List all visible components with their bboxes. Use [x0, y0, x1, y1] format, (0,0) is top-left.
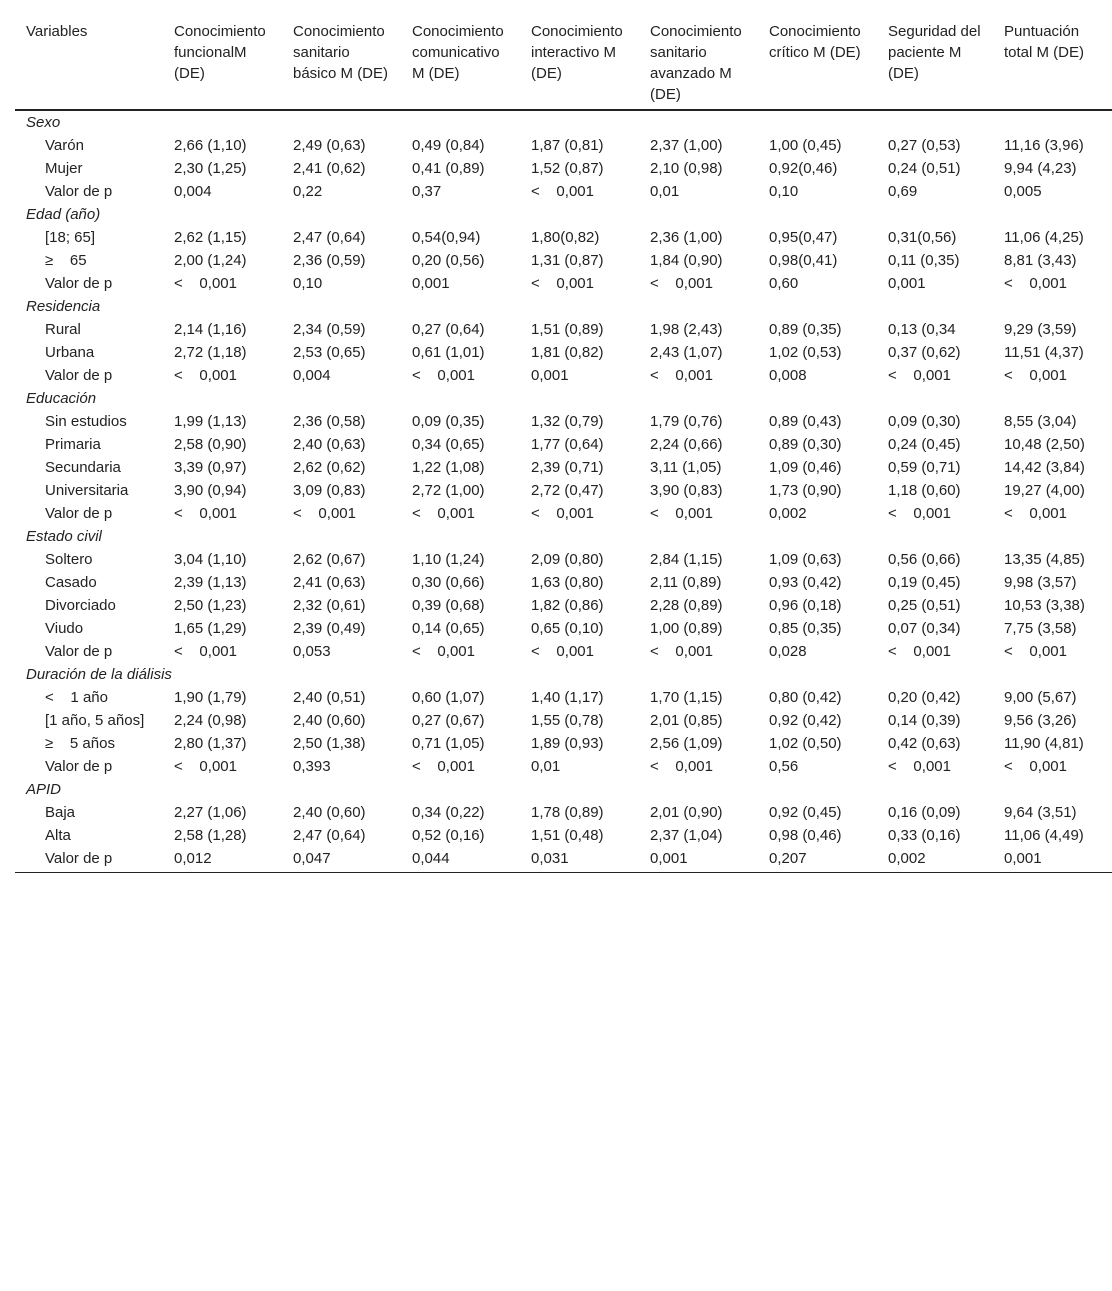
table-cell: 0,34 (0,65) [412, 436, 485, 453]
table-cell: 2,27 (1,06) [174, 804, 247, 821]
table-cell: 0,053 [293, 643, 331, 660]
table-cell: 2,39 (0,71) [531, 459, 604, 476]
table-cell: 1,63 (0,80) [531, 574, 604, 591]
table-cell: 0,16 (0,09) [888, 804, 961, 821]
table-cell: 1,90 (1,79) [174, 689, 247, 706]
table-row [15, 318, 1112, 341]
table-cell: 0,98(0,41) [769, 252, 838, 269]
table-cell: 2,41 (0,62) [293, 160, 366, 177]
table-cell: 0,09 (0,35) [412, 413, 485, 430]
section-row [15, 387, 1112, 410]
table-cell: 2,36 (0,58) [293, 413, 366, 430]
row-label: Viudo [45, 620, 84, 637]
table-row [15, 272, 1112, 295]
row-label: Urbana [45, 344, 95, 361]
table-cell: 1,22 (1,08) [412, 459, 485, 476]
table-cell: 0,19 (0,45) [888, 574, 961, 591]
table-cell: 0,34 (0,22) [412, 804, 485, 821]
row-label: [1 año, 5 años] [45, 712, 145, 729]
table-cell: 0,004 [293, 367, 331, 384]
table-cell: 2,62 (1,15) [174, 229, 247, 246]
table-cell: 0,001 [888, 275, 926, 292]
table-cell: < 0,001 [412, 367, 475, 384]
table-cell: 2,40 (0,60) [293, 712, 366, 729]
table-cell: 2,80 (1,37) [174, 735, 247, 752]
table-cell: 0,001 [640, 847, 759, 873]
table-cell: 2,56 (1,09) [650, 735, 723, 752]
table-cell: < 0,001 [174, 758, 237, 775]
table-cell: 2,72 (1,18) [174, 344, 247, 361]
table-cell: 9,29 (3,59) [1004, 321, 1077, 338]
table-row [15, 410, 1112, 433]
table-cell: < 0,001 [888, 505, 951, 522]
table-cell: 0,92 (0,42) [769, 712, 842, 729]
row-label: ≥ 65 [45, 252, 87, 269]
table-cell: 0,60 [769, 275, 799, 292]
row-label: Soltero [45, 551, 93, 568]
row-label: Valor de p [45, 367, 113, 384]
table-cell: 1,00 (0,45) [769, 137, 842, 154]
header-patient-safety: Seguridad del paciente M (DE) [878, 0, 994, 110]
table-cell: 1,51 (0,89) [531, 321, 604, 338]
table-header [15, 0, 1112, 110]
section-row [15, 663, 1112, 686]
table-cell: 0,27 (0,53) [888, 137, 961, 154]
section-row [15, 203, 1112, 226]
section-title: Edad (año) [26, 206, 101, 223]
table-cell: 2,09 (0,80) [531, 551, 604, 568]
section-row [15, 110, 1112, 134]
table-cell: 19,27 (4,00) [1004, 482, 1085, 499]
table-cell: < 0,001 [650, 505, 713, 522]
table-row [15, 709, 1112, 732]
table-cell: 2,62 (0,62) [293, 459, 366, 476]
row-label: Universitaria [45, 482, 129, 499]
header-functional: Conocimiento funcionalM (DE) [164, 0, 283, 110]
table-cell: < 0,001 [531, 643, 594, 660]
table-cell: 0,10 [293, 275, 323, 292]
table-row [15, 502, 1112, 525]
table-cell: 9,94 (4,23) [1004, 160, 1077, 177]
table-cell: 0,24 (0,51) [888, 160, 961, 177]
table-cell: 0,07 (0,34) [888, 620, 961, 637]
table-cell: 0,012 [164, 847, 283, 873]
table-row [15, 548, 1112, 571]
table-cell: 1,87 (0,81) [531, 137, 604, 154]
table-cell: < 0,001 [1004, 758, 1067, 775]
row-label: Valor de p [45, 275, 113, 292]
row-label: Alta [45, 827, 71, 844]
table-cell: 1,82 (0,86) [531, 597, 604, 614]
row-label: Mujer [45, 160, 83, 177]
table-cell: 3,90 (0,83) [650, 482, 723, 499]
table-cell: 0,22 [293, 183, 323, 200]
table-cell: < 0,001 [1004, 367, 1067, 384]
table-row [15, 157, 1112, 180]
table-row [15, 847, 1112, 873]
table-cell: < 0,001 [531, 183, 594, 200]
table-cell: 1,00 (0,89) [650, 620, 723, 637]
table-cell: 0,004 [174, 183, 212, 200]
header-basic-health: Conocimiento sanitario básico M (DE) [283, 0, 402, 110]
table-cell: 1,81 (0,82) [531, 344, 604, 361]
section-title: Sexo [26, 114, 61, 131]
table-cell: 0,39 (0,68) [412, 597, 485, 614]
table-cell: 2,72 (0,47) [531, 482, 604, 499]
table-cell: 3,39 (0,97) [174, 459, 247, 476]
table-cell: < 0,001 [293, 505, 356, 522]
table-cell: 1,99 (1,13) [174, 413, 247, 430]
table-cell: 0,89 (0,43) [769, 413, 842, 430]
row-label: < 1 año [45, 689, 108, 706]
table-cell: 1,79 (0,76) [650, 413, 723, 430]
table-cell: 2,34 (0,59) [293, 321, 366, 338]
table-cell: 0,96 (0,18) [769, 597, 842, 614]
table-cell: < 0,001 [531, 275, 594, 292]
section-row [15, 295, 1112, 318]
table-cell: 0,207 [759, 847, 878, 873]
table-cell: 2,01 (0,85) [650, 712, 723, 729]
table-cell: 1,52 (0,87) [531, 160, 604, 177]
row-label: Valor de p [45, 758, 113, 775]
table-cell: 1,84 (0,90) [650, 252, 723, 269]
table-cell: < 0,001 [1004, 505, 1067, 522]
table-row [15, 686, 1112, 709]
table-cell: 0,13 (0,34 [888, 321, 956, 338]
table-cell: 9,56 (3,26) [1004, 712, 1077, 729]
section-title: APID [26, 781, 62, 798]
table-cell: 0,002 [878, 847, 994, 873]
table-cell: < 0,001 [174, 275, 237, 292]
row-label: Casado [45, 574, 97, 591]
table-cell: 1,89 (0,93) [531, 735, 604, 752]
row-label: Valor de p [45, 505, 113, 522]
table-cell: 11,16 (3,96) [1004, 137, 1084, 154]
table-cell: < 0,001 [174, 505, 237, 522]
row-label: ≥ 5 años [45, 735, 115, 752]
table-cell: 0,60 (1,07) [412, 689, 485, 706]
row-label: Valor de p [45, 643, 113, 660]
table-cell: 0,80 (0,42) [769, 689, 842, 706]
table-cell: < 0,001 [650, 643, 713, 660]
table-cell: 0,41 (0,89) [412, 160, 485, 177]
table-cell: 1,77 (0,64) [531, 436, 604, 453]
table-cell: 2,40 (0,60) [293, 804, 366, 821]
table-cell: 0,33 (0,16) [888, 827, 961, 844]
header-variables: Variables [15, 0, 164, 110]
table-row [15, 226, 1112, 249]
table-cell: 0,001 [531, 367, 569, 384]
table-cell: 1,98 (2,43) [650, 321, 723, 338]
table-cell: 0,93 (0,42) [769, 574, 842, 591]
header-interactive: Conocimiento interactivo M (DE) [521, 0, 640, 110]
table-cell: 2,01 (0,90) [650, 804, 723, 821]
table-cell: 1,18 (0,60) [888, 482, 961, 499]
table-cell: 0,30 (0,66) [412, 574, 485, 591]
table-cell: 2,40 (0,51) [293, 689, 366, 706]
table-cell: 0,42 (0,63) [888, 735, 961, 752]
section-title: Educación [26, 390, 97, 407]
table-cell: 0,047 [283, 847, 402, 873]
header-total-score: Puntuación total M (DE) [994, 0, 1112, 110]
header-communicative: Conocimiento comunicativo M (DE) [402, 0, 521, 110]
table-cell: 1,65 (1,29) [174, 620, 247, 637]
table-cell: 2,14 (1,16) [174, 321, 247, 338]
table-cell: 2,11 (0,89) [650, 574, 722, 591]
table-row [15, 364, 1112, 387]
table-cell: 0,01 [650, 183, 680, 200]
table-cell: 2,58 (0,90) [174, 436, 247, 453]
row-label: Valor de p [45, 183, 113, 200]
table-cell: 3,11 (1,05) [650, 459, 722, 476]
table-cell: 1,78 (0,89) [531, 804, 604, 821]
table-cell: 0,69 [888, 183, 918, 200]
table-cell: 0,37 (0,62) [888, 344, 961, 361]
table-cell: 2,37 (1,00) [650, 137, 723, 154]
table-row [15, 456, 1112, 479]
table-cell: 0,59 (0,71) [888, 459, 961, 476]
table-cell: 0,61 (1,01) [412, 344, 485, 361]
table-cell: 1,02 (0,53) [769, 344, 842, 361]
table-cell: 0,005 [1004, 183, 1042, 200]
table-cell: 0,56 (0,66) [888, 551, 961, 568]
table-cell: 2,43 (1,07) [650, 344, 723, 361]
section-title: Duración de la diálisis [26, 666, 172, 683]
table-cell: 0,95(0,47) [769, 229, 838, 246]
header-critical: Conocimiento crítico M (DE) [759, 0, 878, 110]
table-cell: 8,55 (3,04) [1004, 413, 1077, 430]
table-cell: 0,27 (0,67) [412, 712, 485, 729]
table-cell: 0,11 (0,35) [888, 252, 960, 269]
table-row [15, 134, 1112, 157]
table-body [15, 110, 1112, 873]
table-cell: 2,10 (0,98) [650, 160, 723, 177]
table-cell: 1,70 (1,15) [650, 689, 723, 706]
table-cell: 14,42 (3,84) [1004, 459, 1085, 476]
section-row [15, 525, 1112, 548]
table-row [15, 180, 1112, 203]
header-row [15, 0, 1112, 110]
table-cell: 13,35 (4,85) [1004, 551, 1085, 568]
table-cell: 0,002 [769, 505, 807, 522]
table-cell: 2,66 (1,10) [174, 137, 247, 154]
table-row [15, 640, 1112, 663]
table-cell: 9,98 (3,57) [1004, 574, 1077, 591]
table-cell: 2,28 (0,89) [650, 597, 723, 614]
table-cell: 2,72 (1,00) [412, 482, 485, 499]
row-label: Sin estudios [45, 413, 127, 430]
table-cell: < 0,001 [650, 758, 713, 775]
table-cell: 2,84 (1,15) [650, 551, 723, 568]
table-cell: 0,71 (1,05) [412, 735, 485, 752]
table-cell: 1,09 (0,63) [769, 551, 842, 568]
table-cell: 2,24 (0,98) [174, 712, 247, 729]
table-cell: < 0,001 [650, 367, 713, 384]
header-advanced-health: Conocimiento sanitario avanzado M (DE) [640, 0, 759, 110]
table-cell: 0,028 [769, 643, 807, 660]
row-label: Primaria [45, 436, 101, 453]
table-cell: 1,55 (0,78) [531, 712, 604, 729]
table-cell: 2,40 (0,63) [293, 436, 366, 453]
table-cell: 10,48 (2,50) [1004, 436, 1085, 453]
row-label: Baja [45, 804, 76, 821]
table-cell: 3,09 (0,83) [293, 482, 366, 499]
table-cell: 1,51 (0,48) [531, 827, 604, 844]
table-cell: 1,40 (1,17) [531, 689, 604, 706]
table-cell: 9,00 (5,67) [1004, 689, 1077, 706]
table-cell: < 0,001 [412, 758, 475, 775]
table-cell: 0,89 (0,35) [769, 321, 842, 338]
table-cell: 2,24 (0,66) [650, 436, 723, 453]
table-cell: < 0,001 [531, 505, 594, 522]
table-row [15, 341, 1112, 364]
table-cell: < 0,001 [888, 367, 951, 384]
section-title: Residencia [26, 298, 101, 315]
table-row [15, 479, 1112, 502]
section-title: Estado civil [26, 528, 102, 545]
row-label: Secundaria [45, 459, 121, 476]
table-cell: 2,47 (0,64) [293, 229, 366, 246]
table-cell: 0,98 (0,46) [769, 827, 842, 844]
table-row [15, 732, 1112, 755]
table-cell: 1,73 (0,90) [769, 482, 842, 499]
table-cell: < 0,001 [650, 275, 713, 292]
table-cell: 0,65 (0,10) [531, 620, 604, 637]
table-cell: 1,31 (0,87) [531, 252, 604, 269]
table-cell: 2,39 (0,49) [293, 620, 366, 637]
table-cell: 0,52 (0,16) [412, 827, 485, 844]
table-cell: 2,50 (1,23) [174, 597, 247, 614]
table-cell: 2,00 (1,24) [174, 252, 247, 269]
table-cell: 0,044 [402, 847, 521, 873]
table-cell: 0,20 (0,42) [888, 689, 961, 706]
table-cell: 1,32 (0,79) [531, 413, 604, 430]
table-cell: 0,09 (0,30) [888, 413, 961, 430]
table-cell: 0,49 (0,84) [412, 137, 485, 154]
table-cell: 9,64 (3,51) [1004, 804, 1077, 821]
table-row [15, 824, 1112, 847]
table-cell: 0,14 (0,65) [412, 620, 485, 637]
table-cell: 7,75 (3,58) [1004, 620, 1077, 637]
row-label: Divorciado [45, 597, 116, 614]
table-cell: 2,53 (0,65) [293, 344, 366, 361]
table-cell: 0,031 [521, 847, 640, 873]
table-cell: 0,56 [769, 758, 799, 775]
table-cell: 0,89 (0,30) [769, 436, 842, 453]
table-cell: < 0,001 [412, 643, 475, 660]
table-cell: 0,20 (0,56) [412, 252, 485, 269]
table-cell: 0,24 (0,45) [888, 436, 961, 453]
table-cell: 2,47 (0,64) [293, 827, 366, 844]
table-row [15, 594, 1112, 617]
table-cell: 0,85 (0,35) [769, 620, 842, 637]
table-cell: < 0,001 [1004, 643, 1067, 660]
table-cell: 2,37 (1,04) [650, 827, 723, 844]
table-cell: 11,51 (4,37) [1004, 344, 1084, 361]
table-cell: 1,80(0,82) [531, 229, 600, 246]
table-cell: 0,393 [293, 758, 331, 775]
table-row [15, 755, 1112, 778]
table-row [15, 433, 1112, 456]
table-cell: 0,001 [412, 275, 450, 292]
table-cell: 2,36 (1,00) [650, 229, 723, 246]
table-cell: < 0,001 [174, 643, 237, 660]
table-cell: 0,92 (0,45) [769, 804, 842, 821]
table-cell: 1,09 (0,46) [769, 459, 842, 476]
table-cell: 2,58 (1,28) [174, 827, 247, 844]
table-cell: 2,50 (1,38) [293, 735, 366, 752]
table-cell: 1,10 (1,24) [412, 551, 485, 568]
table-cell: < 0,001 [174, 367, 237, 384]
table-cell: 0,14 (0,39) [888, 712, 961, 729]
table-cell: < 0,001 [412, 505, 475, 522]
row-label: Valor de p [15, 847, 164, 873]
table-row [15, 249, 1112, 272]
table-cell: 2,41 (0,63) [293, 574, 366, 591]
table-cell: 0,31(0,56) [888, 229, 957, 246]
table-cell: 3,04 (1,10) [174, 551, 247, 568]
table-cell: 1,02 (0,50) [769, 735, 842, 752]
table-cell: 0,25 (0,51) [888, 597, 961, 614]
table-cell: < 0,001 [888, 758, 951, 775]
table-cell: 0,92(0,46) [769, 160, 838, 177]
table-cell: 11,06 (4,25) [1004, 229, 1084, 246]
table-row [15, 617, 1112, 640]
table-cell: 10,53 (3,38) [1004, 597, 1085, 614]
table-cell: 11,06 (4,49) [1004, 827, 1084, 844]
table-row [15, 571, 1112, 594]
table-cell: 0,01 [531, 758, 561, 775]
table-cell: 0,37 [412, 183, 442, 200]
table-cell: 0,008 [769, 367, 807, 384]
row-label: Rural [45, 321, 81, 338]
table-cell: < 0,001 [888, 643, 951, 660]
table-cell: 2,32 (0,61) [293, 597, 366, 614]
table-cell: 2,36 (0,59) [293, 252, 366, 269]
table-cell: 0,001 [994, 847, 1112, 873]
table-cell: 0,10 [769, 183, 799, 200]
section-row [15, 778, 1112, 801]
table-cell: 8,81 (3,43) [1004, 252, 1077, 269]
table-cell: 11,90 (4,81) [1004, 735, 1084, 752]
table-row [15, 801, 1112, 824]
results-table [15, 0, 1112, 873]
table-cell: 0,27 (0,64) [412, 321, 485, 338]
row-label: [18; 65] [45, 229, 96, 246]
row-label: Varón [45, 137, 84, 154]
table-cell: 3,90 (0,94) [174, 482, 247, 499]
table-cell: 2,39 (1,13) [174, 574, 247, 591]
table-cell: 2,62 (0,67) [293, 551, 366, 568]
table-cell: 2,30 (1,25) [174, 160, 247, 177]
table-cell: 2,49 (0,63) [293, 137, 366, 154]
table-cell: 0,54(0,94) [412, 229, 481, 246]
table-cell: < 0,001 [1004, 275, 1067, 292]
